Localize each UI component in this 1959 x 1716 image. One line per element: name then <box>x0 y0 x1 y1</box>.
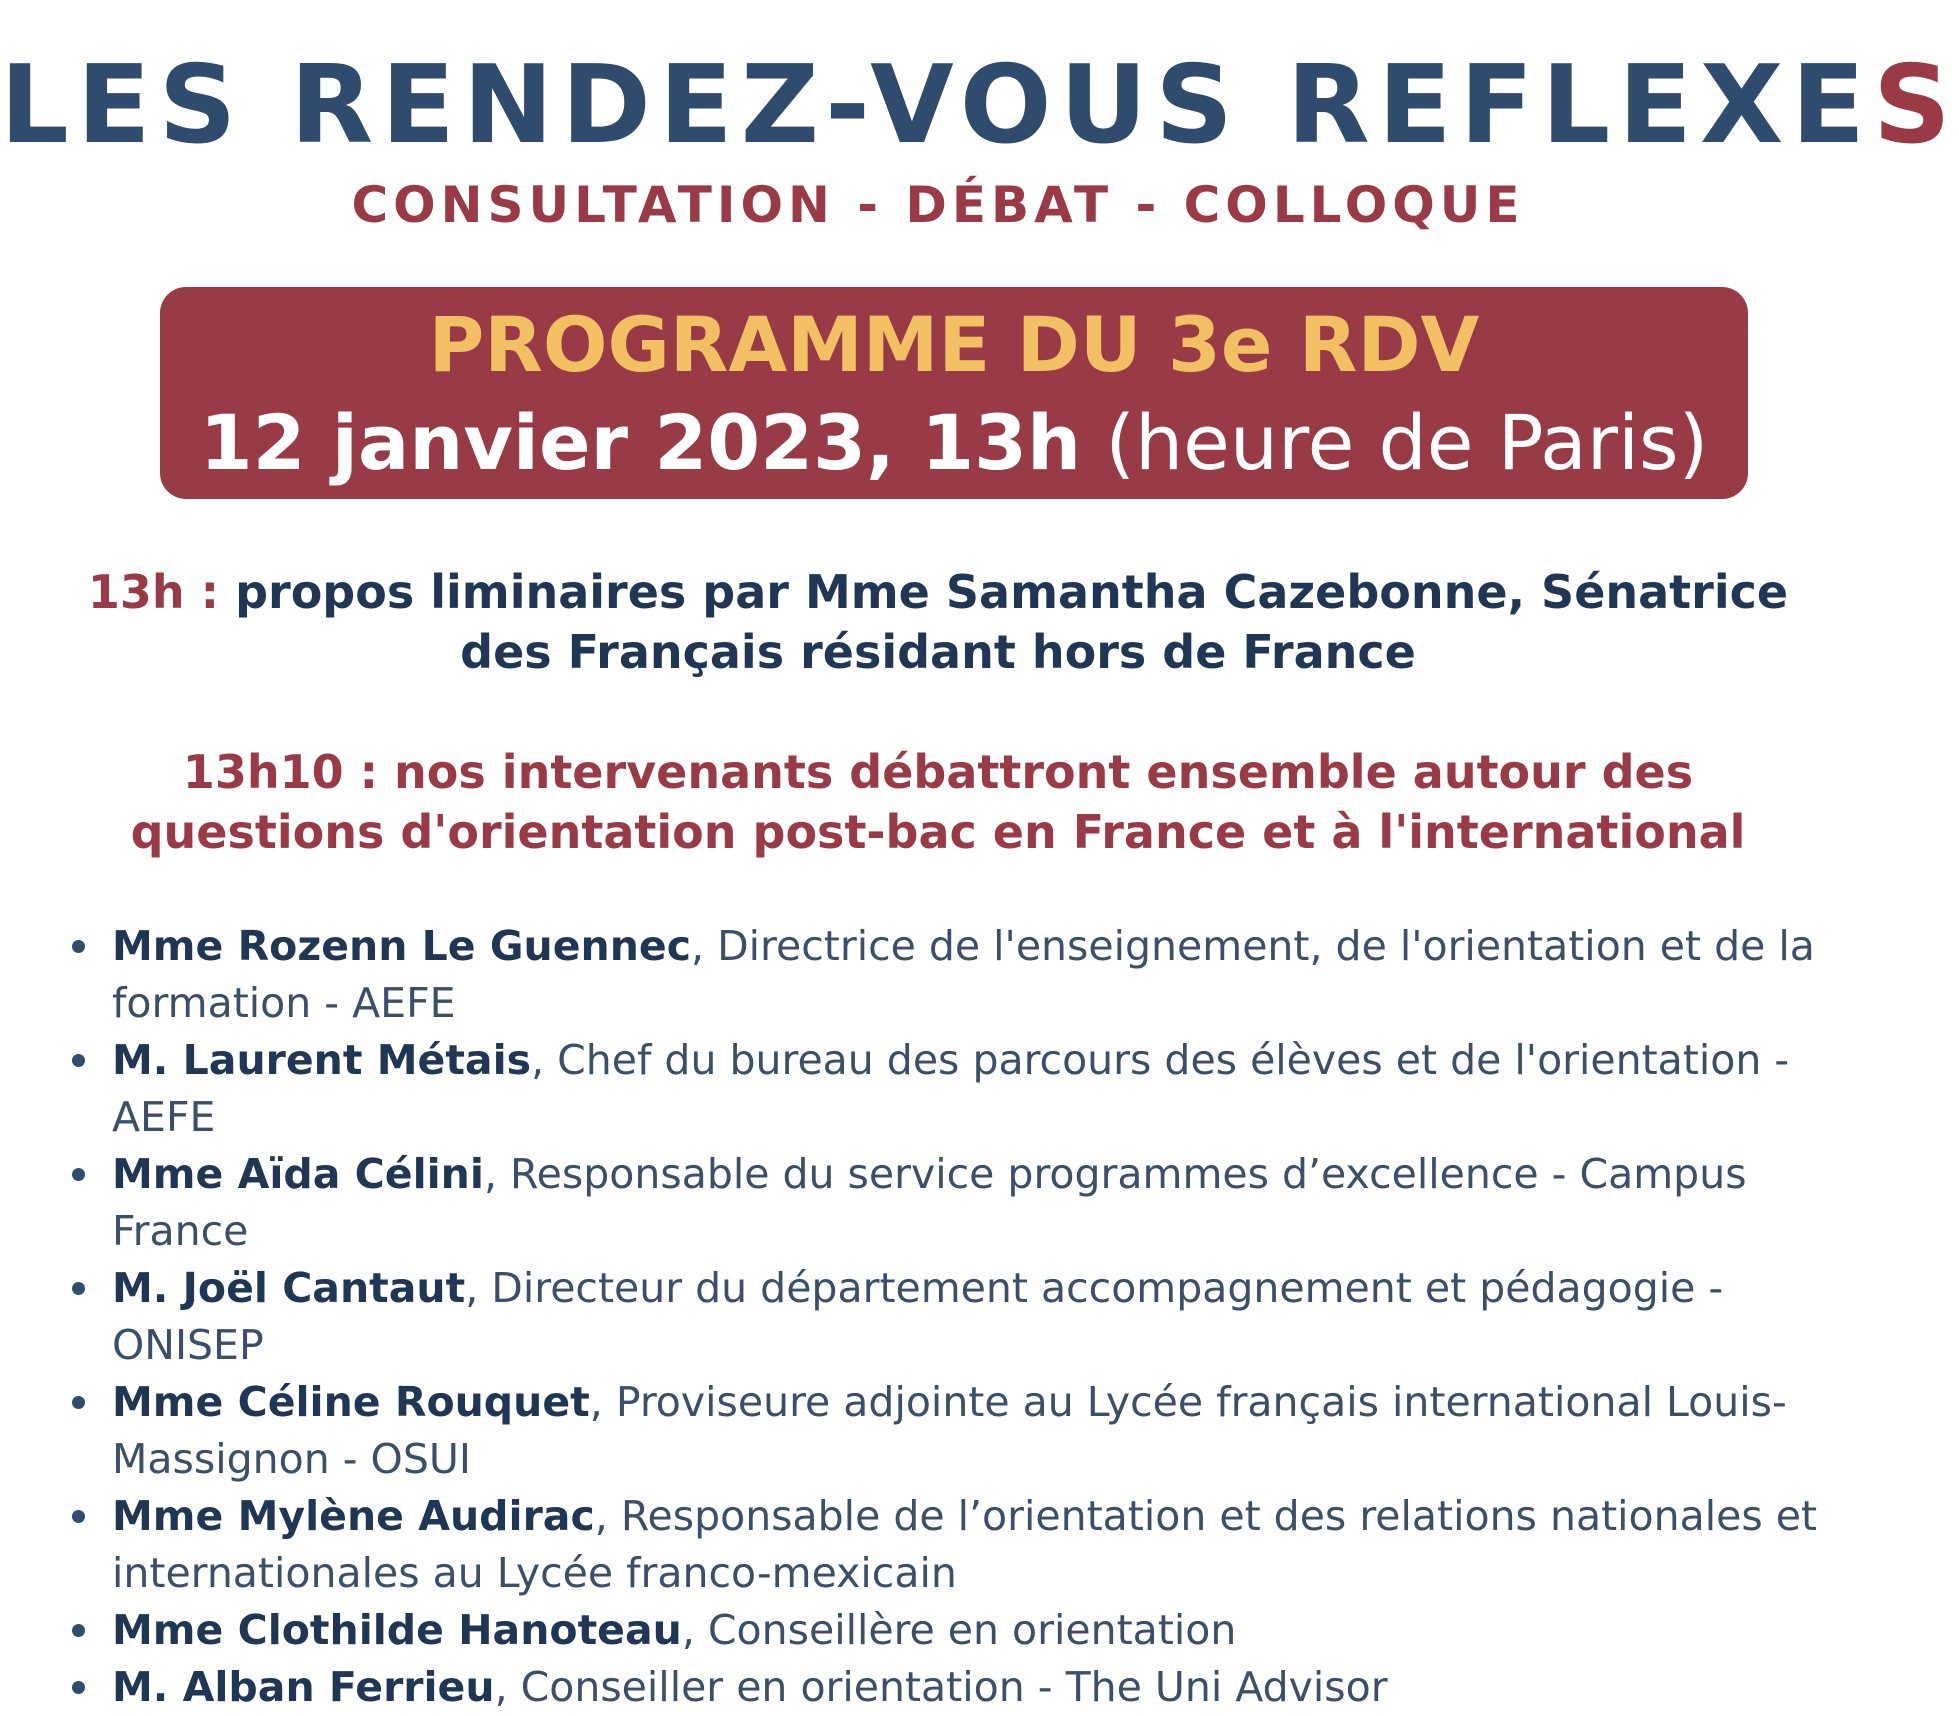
speaker-role: , Conseillère en orientation <box>681 1606 1237 1654</box>
speaker-role: , Conseiller en orientation - The Uni Advisor <box>494 1663 1388 1711</box>
speaker-role: , Responsable de l’orientation et des relations nationales et internationales au Lycée franco-mexicain <box>112 1492 1818 1597</box>
speaker-role: , Proviseure adjointe au Lycée français international Louis-Massignon - OSUI <box>112 1378 1787 1483</box>
speaker-item <box>60 1488 1840 1602</box>
speaker-name: Mme Aïda Célini <box>112 1150 484 1198</box>
bullet-icon <box>72 1624 85 1637</box>
page-title <box>0 43 1959 168</box>
speaker-item <box>60 918 1840 1032</box>
banner-heading: PROGRAMME DU 3e RDV <box>428 300 1480 389</box>
speaker-role: , Directeur du département accompagnement et pédagogie - ONISEP <box>112 1264 1724 1369</box>
speaker-name: Mme Céline Rouquet <box>112 1378 590 1426</box>
bullet-icon <box>72 1168 85 1181</box>
bullet-icon <box>72 1510 85 1523</box>
bullet-icon <box>72 940 85 953</box>
speaker-name: M. Laurent Métais <box>112 1036 532 1084</box>
title-main: LES RENDEZ-VOUS REFLEXE <box>0 43 1874 168</box>
speaker-item <box>60 1146 1840 1260</box>
speaker-item <box>60 1260 1840 1374</box>
bullet-icon <box>72 1282 85 1295</box>
banner-date-time: 12 janvier 2023, 13h <box>199 398 1082 487</box>
speaker-item <box>60 1602 1840 1659</box>
speaker-name: M. Joël Cantaut <box>112 1264 466 1312</box>
bullet-icon <box>72 1681 85 1694</box>
speaker-item <box>60 1659 1840 1716</box>
bullet-icon <box>72 1396 85 1409</box>
program-banner <box>160 287 1748 499</box>
speaker-item <box>60 1374 1840 1488</box>
program-item-debate: 13h10 : nos intervenants débattront ensemble autour des questions d'orientation post-bac en France et à l'international <box>130 745 1746 859</box>
program-item-opening-text: propos liminaires par Mme Samantha Cazebonne, Sénatrice des Français résidant hors de France <box>219 565 1789 679</box>
speaker-item <box>60 1032 1840 1146</box>
speaker-role: , Responsable du service programmes d’excellence - Campus France <box>112 1150 1747 1255</box>
speaker-name: M. Alban Ferrieu <box>112 1663 495 1711</box>
speaker-role: , Directrice de l'enseignement, de l'orientation et de la formation - AEFE <box>112 922 1815 1027</box>
banner-date <box>160 398 1748 487</box>
bullet-icon <box>72 1054 85 1067</box>
speaker-name: Mme Clothilde Hanoteau <box>112 1606 682 1654</box>
title-last-letter: S <box>1873 43 1959 168</box>
program-item-opening-time: 13h : <box>87 565 220 619</box>
speaker-name: Mme Rozenn Le Guennec <box>112 922 692 970</box>
page-subtitle: CONSULTATION - DÉBAT - COLLOQUE <box>351 176 1525 234</box>
speaker-name: Mme Mylène Audirac <box>112 1492 595 1540</box>
banner-timezone: (heure de Paris) <box>1081 398 1709 487</box>
program-item-opening <box>80 562 1796 682</box>
speaker-list <box>60 918 1840 1716</box>
speaker-role: , Chef du bureau des parcours des élèves et de l'orientation - AEFE <box>112 1036 1790 1141</box>
